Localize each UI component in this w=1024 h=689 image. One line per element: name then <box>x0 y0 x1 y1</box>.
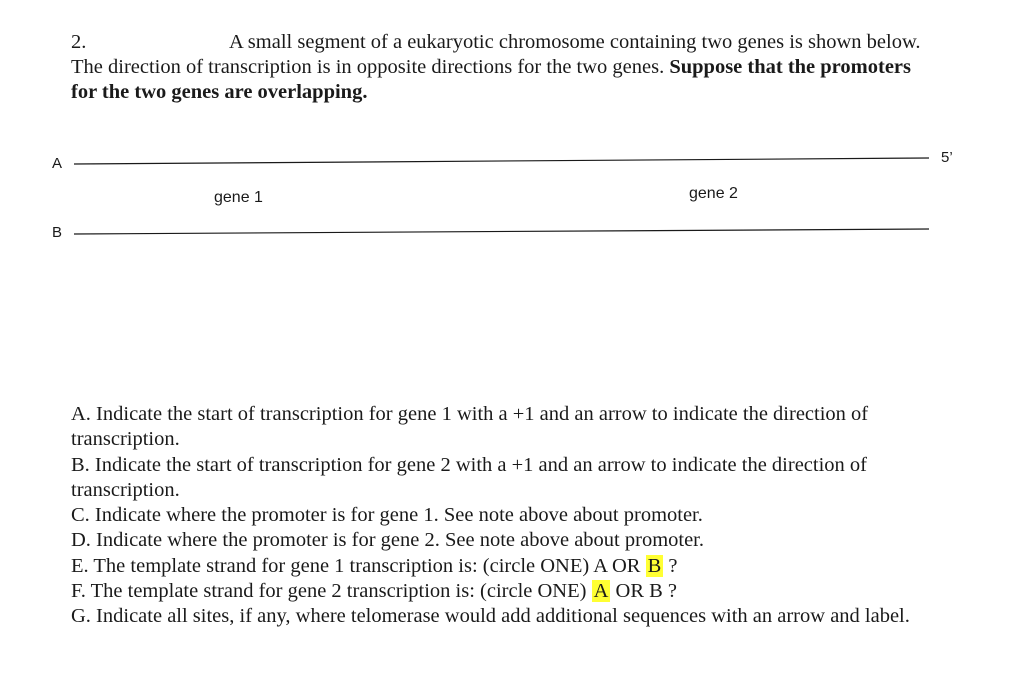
strand-b-label: B <box>52 224 63 241</box>
item-f-text: F. The template strand for gene 2 transcription is: (circle ONE) <box>71 580 592 603</box>
question-body: A small segment of a eukaryotic chromosome containing two genes is shown below. The direction of transcription is in opposite directions for the two genes. <box>71 31 921 78</box>
item-f-answer-highlight: A <box>593 580 609 603</box>
item-e <box>71 554 941 579</box>
item-g: G. Indicate all sites, if any, where telomerase would add additional sequences with an arrow and label. <box>71 605 910 628</box>
strand-a-label: A <box>52 155 63 172</box>
question-bold-note: Suppose that the promoters for the two genes are overlapping. <box>71 56 911 103</box>
item-e-answer-highlight: B <box>647 554 662 577</box>
item-b: B. Indicate the start of transcription for gene 2 with a +1 and an arrow to indicate the direction of transcription. <box>71 453 867 501</box>
gene-1-label: gene 1 <box>214 189 263 206</box>
item-f-suffix: OR B ? <box>610 580 678 603</box>
question-number: 2. <box>71 31 87 53</box>
item-e-text: E. The template strand for gene 1 transcription is: (circle ONE) A OR <box>71 554 646 577</box>
item-d: D. Indicate where the promoter is for gene 2. See note above about promoter. <box>71 529 705 552</box>
gene-2-label: gene 2 <box>689 185 738 202</box>
strand-b-line <box>74 229 929 234</box>
item-e-suffix: ? <box>663 554 678 577</box>
strand-a-line <box>74 158 929 164</box>
sub-questions <box>71 402 941 630</box>
item-c: C. Indicate where the promoter is for gene 1. See note above about promoter. <box>71 504 703 527</box>
item-a: A. Indicate the start of transcription for gene 1 with a +1 and an arrow to indicate the direction of transcription. <box>71 403 869 451</box>
item-f <box>71 579 941 604</box>
five-prime-label: 5’ <box>941 149 953 166</box>
